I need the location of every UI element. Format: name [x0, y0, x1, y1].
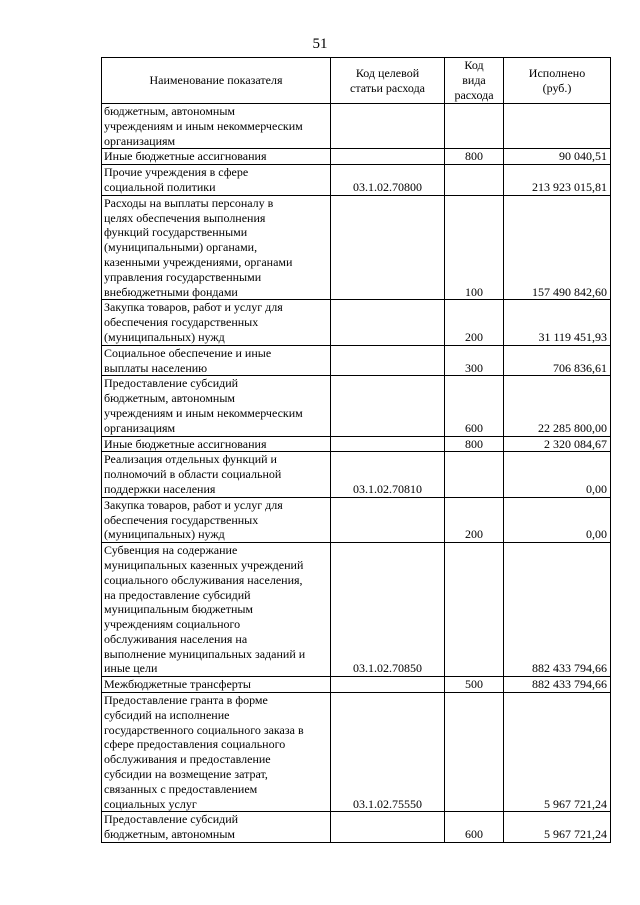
row-executed-cell: 90 040,51 — [504, 149, 611, 165]
row-target-code-cell: 03.1.02.70850 — [331, 543, 445, 677]
row-kind-code-cell: 200 — [445, 497, 504, 542]
row-executed-cell: 882 433 794,66 — [504, 677, 611, 693]
table-row — [102, 104, 611, 149]
row-kind-code-cell: 600 — [445, 812, 504, 843]
row-kind-code-cell: 300 — [445, 345, 504, 376]
row-name-cell: бюджетным, автономным учреждениям и иным некоммерческим организациям — [102, 104, 331, 149]
row-kind-code-cell — [445, 165, 504, 196]
table-row — [102, 452, 611, 497]
row-name-cell: Прочие учреждения в сфере социальной политики — [102, 165, 331, 196]
row-executed-cell: 5 967 721,24 — [504, 812, 611, 843]
row-target-code-cell — [331, 677, 445, 693]
row-executed-cell: 31 119 451,93 — [504, 300, 611, 345]
row-executed-cell: 2 320 084,67 — [504, 436, 611, 452]
row-target-code-cell — [331, 376, 445, 436]
row-kind-code-cell — [445, 452, 504, 497]
row-target-code-cell — [331, 300, 445, 345]
table-row — [102, 195, 611, 300]
row-executed-cell: 157 490 842,60 — [504, 195, 611, 300]
row-name-cell: Закупка товаров, работ и услуг для обеспечения государственных (муниципальных) нужд — [102, 497, 331, 542]
row-name-cell: Реализация отдельных функций и полномочий в области социальной поддержки населения — [102, 452, 331, 497]
row-name-cell: Иные бюджетные ассигнования — [102, 149, 331, 165]
row-name-cell: Субвенция на содержание муниципальных казенных учреждений социального обслуживания населения, на предоставление субсидий муниципальным бюджетным учреждениям социального обслуживания населения на выполнение муниципальных заданий и иные цели — [102, 543, 331, 677]
row-executed-cell: 0,00 — [504, 452, 611, 497]
row-name-cell: Иные бюджетные ассигнования — [102, 436, 331, 452]
row-executed-cell: 706 836,61 — [504, 345, 611, 376]
table-row — [102, 376, 611, 436]
row-executed-cell: 882 433 794,66 — [504, 543, 611, 677]
header-kind-code: Код вида расхода — [445, 58, 504, 104]
row-target-code-cell: 03.1.02.70810 — [331, 452, 445, 497]
table-row — [102, 345, 611, 376]
header-target-code: Код целевой статьи расхода — [331, 58, 445, 104]
table-row — [102, 436, 611, 452]
row-name-cell: Предоставление субсидий бюджетным, автономным учреждениям и иным некоммерческим организациям — [102, 376, 331, 436]
row-name-cell: Предоставление гранта в форме субсидий на исполнение государственного социального заказа в сфере предоставления социального обслуживания и предоставление субсидии на возмещение затрат, связанных с предоставлением социальных услуг — [102, 693, 331, 812]
expenditure-table — [101, 57, 611, 843]
row-target-code-cell — [331, 195, 445, 300]
row-kind-code-cell — [445, 693, 504, 812]
table-row — [102, 812, 611, 843]
row-name-cell: Предоставление субсидий бюджетным, автономным — [102, 812, 331, 843]
row-name-cell: Социальное обеспечение и иные выплаты населению — [102, 345, 331, 376]
row-executed-cell — [504, 104, 611, 149]
table-row — [102, 543, 611, 677]
table-row — [102, 693, 611, 812]
row-target-code-cell — [331, 812, 445, 843]
header-indicator-name: Наименование показателя — [102, 58, 331, 104]
row-name-cell: Расходы на выплаты персоналу в целях обеспечения выполнения функций государственными (муниципальными) органами, казенными учреждениями, органами управления государственными внебюджетными фондами — [102, 195, 331, 300]
row-target-code-cell — [331, 345, 445, 376]
row-kind-code-cell: 800 — [445, 149, 504, 165]
row-name-cell: Закупка товаров, работ и услуг для обеспечения государственных (муниципальных) нужд — [102, 300, 331, 345]
row-executed-cell: 0,00 — [504, 497, 611, 542]
table-row — [102, 497, 611, 542]
row-target-code-cell: 03.1.02.70800 — [331, 165, 445, 196]
row-kind-code-cell: 600 — [445, 376, 504, 436]
row-executed-cell: 5 967 721,24 — [504, 693, 611, 812]
table-row — [102, 149, 611, 165]
row-executed-cell: 22 285 800,00 — [504, 376, 611, 436]
row-target-code-cell: 03.1.02.75550 — [331, 693, 445, 812]
row-kind-code-cell: 100 — [445, 195, 504, 300]
table-header-row — [102, 58, 611, 104]
row-executed-cell: 213 923 015,81 — [504, 165, 611, 196]
row-name-cell: Межбюджетные трансферты — [102, 677, 331, 693]
row-kind-code-cell: 200 — [445, 300, 504, 345]
page-number: 51 — [312, 36, 328, 52]
table-row — [102, 300, 611, 345]
row-kind-code-cell: 500 — [445, 677, 504, 693]
row-kind-code-cell: 800 — [445, 436, 504, 452]
table-row — [102, 677, 611, 693]
header-executed: Исполнено (руб.) — [504, 58, 611, 104]
row-kind-code-cell — [445, 543, 504, 677]
row-target-code-cell — [331, 436, 445, 452]
row-kind-code-cell — [445, 104, 504, 149]
row-target-code-cell — [331, 104, 445, 149]
table-row — [102, 165, 611, 196]
row-target-code-cell — [331, 149, 445, 165]
row-target-code-cell — [331, 497, 445, 542]
